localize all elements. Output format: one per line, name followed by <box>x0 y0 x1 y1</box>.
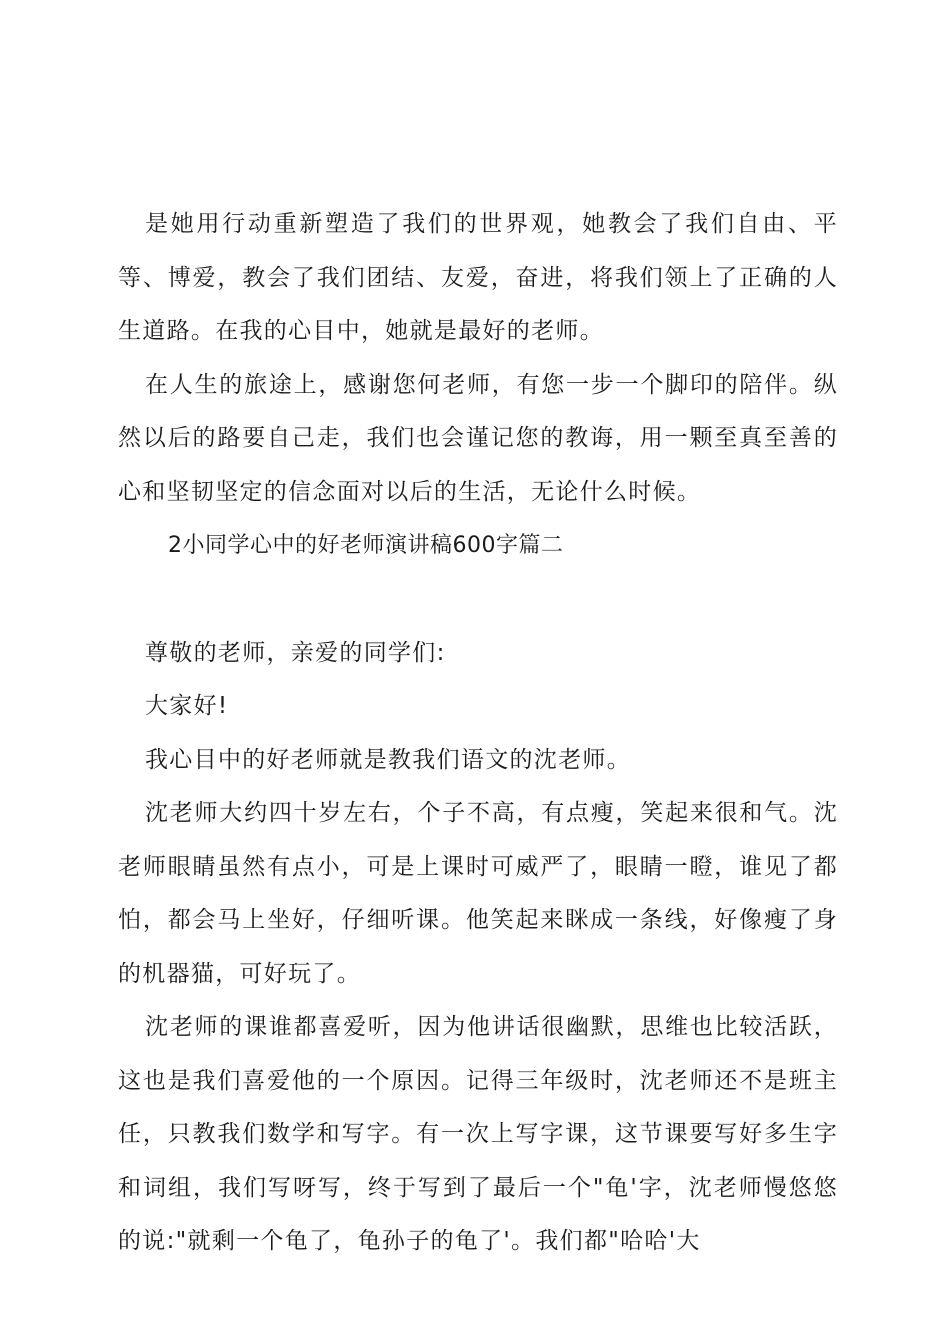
paragraph: 沈老师大约四十岁左右，个子不高，有点瘦，笑起来很和气。沈老师眼睛虽然有点小，可是上课时可威严了，眼睛一瞪，谁见了都怕，都会马上坐好，仔细听课。他笑起来眯成一条线，好像瘦了身的机器猫，可好玩了。 <box>118 800 838 987</box>
greeting: 大家好! <box>145 693 229 719</box>
paragraph: 在人生的旅途上，感谢您何老师，有您一步一个脚印的陪伴。纵然以后的路要自己走，我们也会谨记您的教诲，用一颗至真至善的心和坚韧坚定的信念面对以后的生活，无论什么时候。 <box>118 371 838 505</box>
paragraph: 是她用行动重新塑造了我们的世界观，她教会了我们自由、平等、博爱，教会了我们团结、友爱，奋进，将我们领上了正确的人生道路。在我的心目中，她就是最好的老师。 <box>118 211 838 344</box>
blank-line <box>118 573 838 627</box>
paragraph: 沈老师的课谁都喜爱听，因为他讲话很幽默，思维也比较活跃，这也是我们喜爱他的一个原因。记得三年级时，沈老师还不是班主任，只教我们数学和写字。有一次上写字课，这节课要写好多生字和词组，我们写呀写，终于写到了最后一个"龟'字，沈老师慢悠悠的说:"就剩一个龟了，龟孙子的龟了'。我们都"哈哈'大 <box>118 1014 838 1254</box>
paragraph: 我心目中的好老师就是教我们语文的沈老师。 <box>145 746 631 773</box>
section-heading: 2小同学心中的好老师演讲稿600字篇二 <box>168 533 564 558</box>
document-body <box>118 198 838 1269</box>
salutation: 尊敬的老师，亲爱的同学们: <box>145 639 446 666</box>
